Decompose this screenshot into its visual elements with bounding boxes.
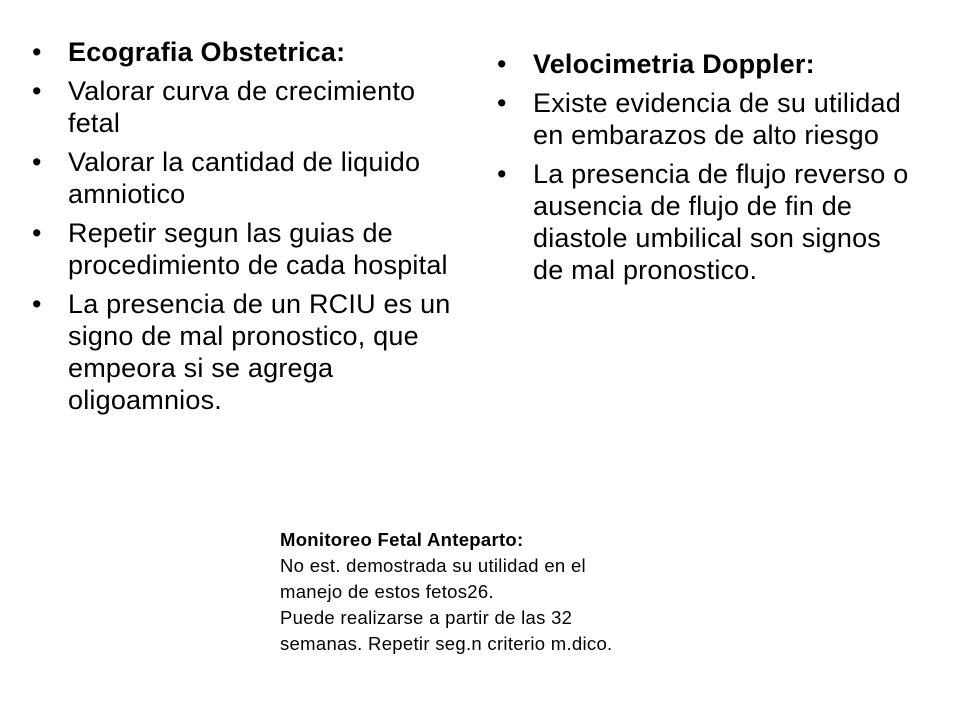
bullet-text: La presencia de un RCIU es un signo de mal pronostico, que empeora si se agrega oligoamnios. [68, 289, 451, 415]
bullet-text: Velocimetria Doppler: [533, 49, 815, 79]
note-line: No est. demostrada su utilidad en el [280, 555, 586, 576]
bullet-text: La presencia de flujo reverso o ausencia de flujo de fin de diastole umbilical son signos de mal pronostico. [533, 159, 909, 285]
note-title: Monitoreo Fetal Anteparto: [280, 529, 524, 550]
bullet-item-curva-crecimiento [30, 75, 460, 139]
bullet-text: Existe evidencia de su utilidad en embarazos de alto riesgo [533, 88, 901, 150]
bullet-item-rciu-pronostico [30, 288, 460, 416]
bullet-item-doppler-heading [495, 48, 915, 80]
bullet-text: Ecografia Obstetrica: [68, 37, 346, 67]
note-line: manejo de estos fetos26. [280, 581, 494, 602]
bullet-text: Valorar curva de crecimiento fetal [68, 76, 416, 138]
left-bullet-list [30, 36, 460, 423]
bullet-icon: • [32, 147, 42, 177]
bullet-item-ecografia-heading [30, 36, 460, 68]
right-bullet-list [495, 48, 915, 293]
bullet-icon: • [32, 37, 42, 67]
bullet-item-liquido-amniotico [30, 146, 460, 210]
note-line: Puede realizarse a partir de las 32 [280, 607, 573, 628]
bullet-icon: • [32, 289, 42, 319]
bullet-item-flujo-reverso [495, 158, 915, 286]
bullet-icon: • [497, 49, 507, 79]
bullet-item-repetir-guias [30, 217, 460, 281]
note-line: semanas. Repetir seg.n criterio m.dico. [280, 633, 613, 654]
monitoreo-fetal-note [280, 527, 740, 657]
bullet-text: Valorar la cantidad de liquido amniotico [68, 147, 421, 209]
bullet-text: Repetir segun las guias de procedimiento de cada hospital [68, 218, 448, 280]
bullet-icon: • [32, 76, 42, 106]
bullet-icon: • [497, 88, 507, 118]
bullet-icon: • [32, 218, 42, 248]
bullet-icon: • [497, 159, 507, 189]
bullet-item-evidencia-utilidad [495, 87, 915, 151]
